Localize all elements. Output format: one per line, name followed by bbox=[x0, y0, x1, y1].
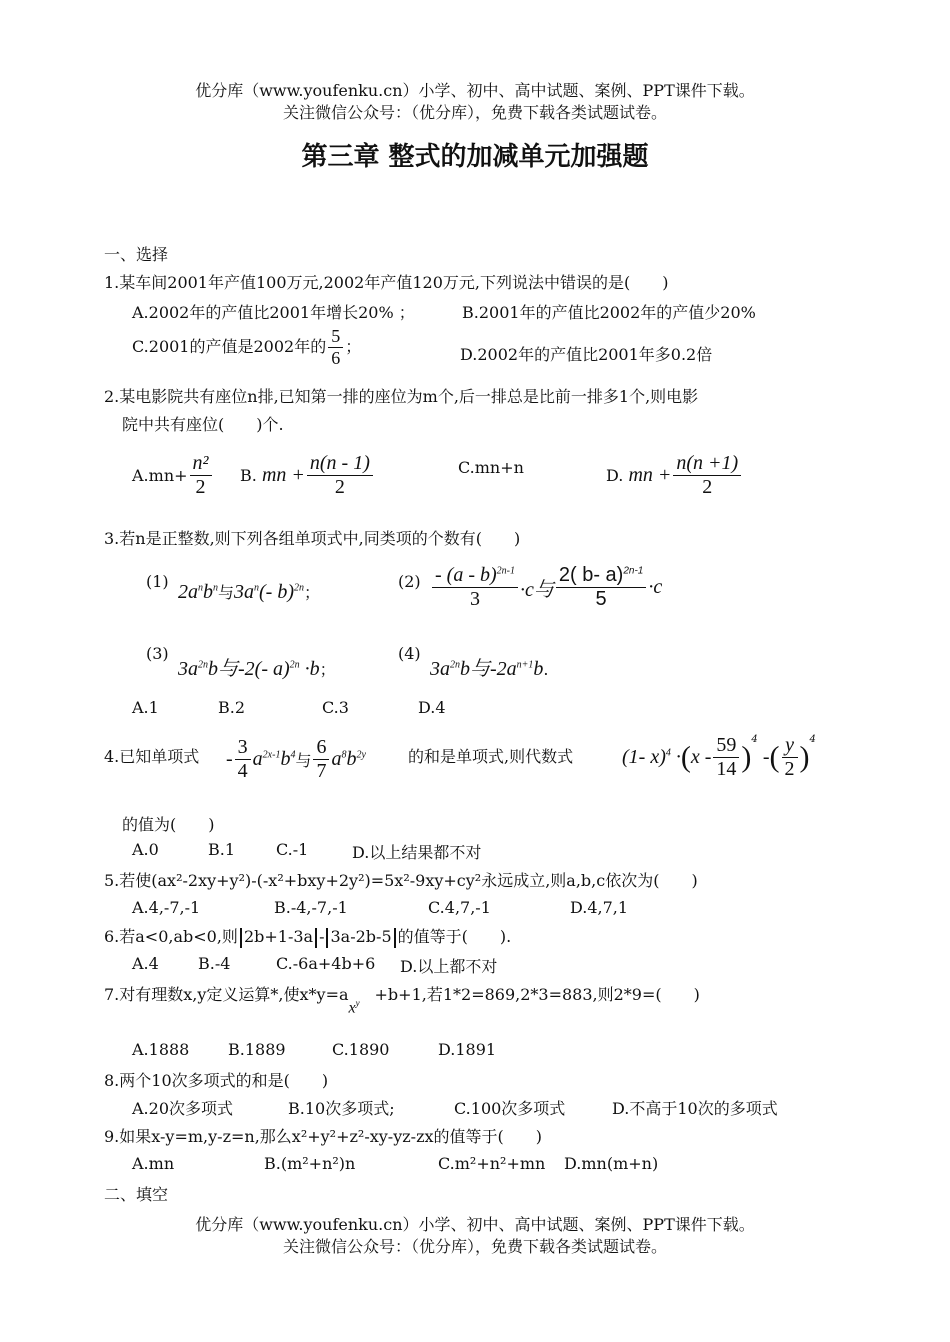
question-8-option-d: D.不高于10次的多项式 bbox=[612, 1099, 778, 1118]
question-7-option-a: A.1888 bbox=[132, 1040, 190, 1059]
question-7-option-b: B.1889 bbox=[228, 1040, 286, 1059]
header-line-1: 优分库（www.youfenku.cn）小学、初中、高中试题、案例、PPT课件下载。 bbox=[195, 81, 755, 100]
question-8-option-b: B.10次多项式; bbox=[288, 1099, 395, 1118]
footer-line-2: 关注微信公众号：（优分库），免费下载各类试题试卷。 bbox=[282, 1237, 667, 1256]
question-3-item-1-label: (1) bbox=[146, 572, 169, 591]
question-7-stem: 7.对有理数x,y定义运算*,使x*y=a $x^y$ +b+1,若1*2=869,2*3=883,则2*9=( ) bbox=[104, 985, 700, 1017]
question-3-option-b: B.2 bbox=[218, 698, 246, 717]
question-9-stem: 9.如果x-y=m,y-z=n,那么x²+y²+z²-xy-yz-zx的值等于( ) bbox=[104, 1127, 543, 1146]
question-2-option-a: A.mn+ $\frac{\text{n²}}{2}$ bbox=[132, 452, 214, 499]
question-8-option-a: A.20次多项式 bbox=[132, 1099, 234, 1118]
question-4-stem-2: 的值为( ) bbox=[122, 815, 215, 834]
question-9-option-a: A.mn bbox=[132, 1154, 175, 1173]
question-5-stem: 5.若使(ax²-2xy+y²)-(-x²+bxy+2y²)=5x²-9xy+cy²永远成立,则a,b,c依次为( ) bbox=[104, 871, 698, 890]
question-9-option-c: C.m²+n²+mn bbox=[438, 1154, 546, 1173]
question-8-option-c: C.100次多项式 bbox=[454, 1099, 566, 1118]
question-4-option-c: C.-1 bbox=[276, 840, 309, 859]
page-title: 第三章 整式的加减单元加强题 bbox=[301, 142, 649, 172]
question-3-option-d: D.4 bbox=[418, 698, 446, 717]
footer-line-1: 优分库（www.youfenku.cn）小学、初中、高中试题、案例、PPT课件下载。 bbox=[195, 1215, 755, 1234]
question-6-option-a: A.4 bbox=[132, 954, 159, 973]
question-1-stem: 1.某车间2001年产值100万元,2002年产值120万元,下列说法中错误的是( ) bbox=[104, 273, 669, 292]
question-3-stem: 3.若n是正整数,则下列各组单项式中,同类项的个数有( ) bbox=[104, 529, 521, 548]
section-heading-choice: 一、选择 bbox=[104, 245, 169, 264]
question-2-option-c: C.mn+n bbox=[458, 458, 524, 477]
question-4-option-a: A.0 bbox=[132, 840, 159, 859]
question-5-option-c: C.4,7,-1 bbox=[428, 898, 491, 917]
question-4-stem-pre: 4.已知单项式 bbox=[104, 747, 200, 766]
question-6-stem: 6.若a<0,ab<0,则 2b+1-3a - 3a-2b-5 的值等于( ). bbox=[104, 927, 512, 946]
question-3-option-a: A.1 bbox=[132, 698, 159, 717]
header-line-2: 关注微信公众号：（优分库），免费下载各类试题试卷。 bbox=[282, 103, 667, 122]
question-7-option-d: D.1891 bbox=[438, 1040, 497, 1059]
question-4-option-d: D.以上结果都不对 bbox=[352, 843, 482, 862]
question-3-item-2-label: (2) bbox=[398, 572, 421, 591]
question-8-stem: 8.两个10次多项式的和是( ) bbox=[104, 1071, 329, 1090]
question-4-monomials: - $\frac{3}{4}$ $a^{2x-1}b^4$与 $\frac{6}{7}$ $a^8b^{2y}$ bbox=[226, 736, 366, 782]
question-3-item-4-label: (4) bbox=[398, 644, 421, 663]
question-1-option-b: B.2001年的产值比2002年的产值少20% bbox=[462, 303, 756, 322]
question-4-option-b: B.1 bbox=[208, 840, 236, 859]
question-5-option-a: A.4,-7,-1 bbox=[132, 898, 201, 917]
question-9-option-d: D.mn(m+n) bbox=[564, 1154, 659, 1173]
question-7-option-c: C.1890 bbox=[332, 1040, 390, 1059]
question-3-item-4-expr: $3a^{2n}b$与$-2a^{n+1}b$. bbox=[430, 658, 549, 680]
question-2-option-d: D. mn + $\frac{n(n +1)}{2}$ bbox=[606, 452, 743, 499]
section-heading-fill: 二、填空 bbox=[104, 1185, 169, 1204]
question-3-item-3-expr: $3a^{2n}b$与-2(- a)$^{2n}$ ·b； bbox=[178, 658, 336, 680]
question-1-option-a: A.2002年的产值比2001年增长20% ； bbox=[132, 303, 415, 322]
question-3-option-c: C.3 bbox=[322, 698, 349, 717]
question-1-option-c: C.2001的产值是2002年的 $\frac{5}{6}$ ； bbox=[132, 326, 362, 368]
question-2-stem-line-1: 2.某电影院共有座位n排,已知第一排的座位为m个,后一排总是比前一排多1个,则电影 bbox=[104, 387, 699, 406]
question-2-option-b: B. mn + $\frac{n(n - 1)}{2}$ bbox=[240, 452, 375, 499]
question-2-stem-line-2: 院中共有座位( )个. bbox=[122, 415, 284, 434]
question-4-expression: (1- x)$^4$ ·(x - $\frac{59}{14}$ )$^4$ -( $\frac{y}{2}$ )$^4$ bbox=[622, 734, 816, 780]
question-3-item-1-expr: $2a^nb^n$与$3a^n(-$ b)$^{2n}$； bbox=[178, 581, 321, 603]
question-9-option-b: B.(m²+n²)n bbox=[264, 1154, 356, 1173]
question-6-option-b: B.-4 bbox=[198, 954, 231, 973]
question-6-option-d: D.以上都不对 bbox=[400, 957, 498, 976]
question-1-option-d: D.2002年的产值比2001年多0.2倍 bbox=[460, 345, 713, 364]
question-3-item-2-expr: $\frac{- (a - b)^{2n-1}}{3}$ ·c与 $\frac{2( b- a)^{2n-1}}{5}$ ·c bbox=[430, 564, 662, 611]
question-5-option-d: D.4,7,1 bbox=[570, 898, 629, 917]
question-5-option-b: B.-4,-7,-1 bbox=[274, 898, 348, 917]
question-3-item-3-label: (3) bbox=[146, 644, 169, 663]
question-6-option-c: C.-6a+4b+6 bbox=[276, 954, 376, 973]
question-4-stem-mid: 的和是单项式,则代数式 bbox=[408, 747, 574, 766]
